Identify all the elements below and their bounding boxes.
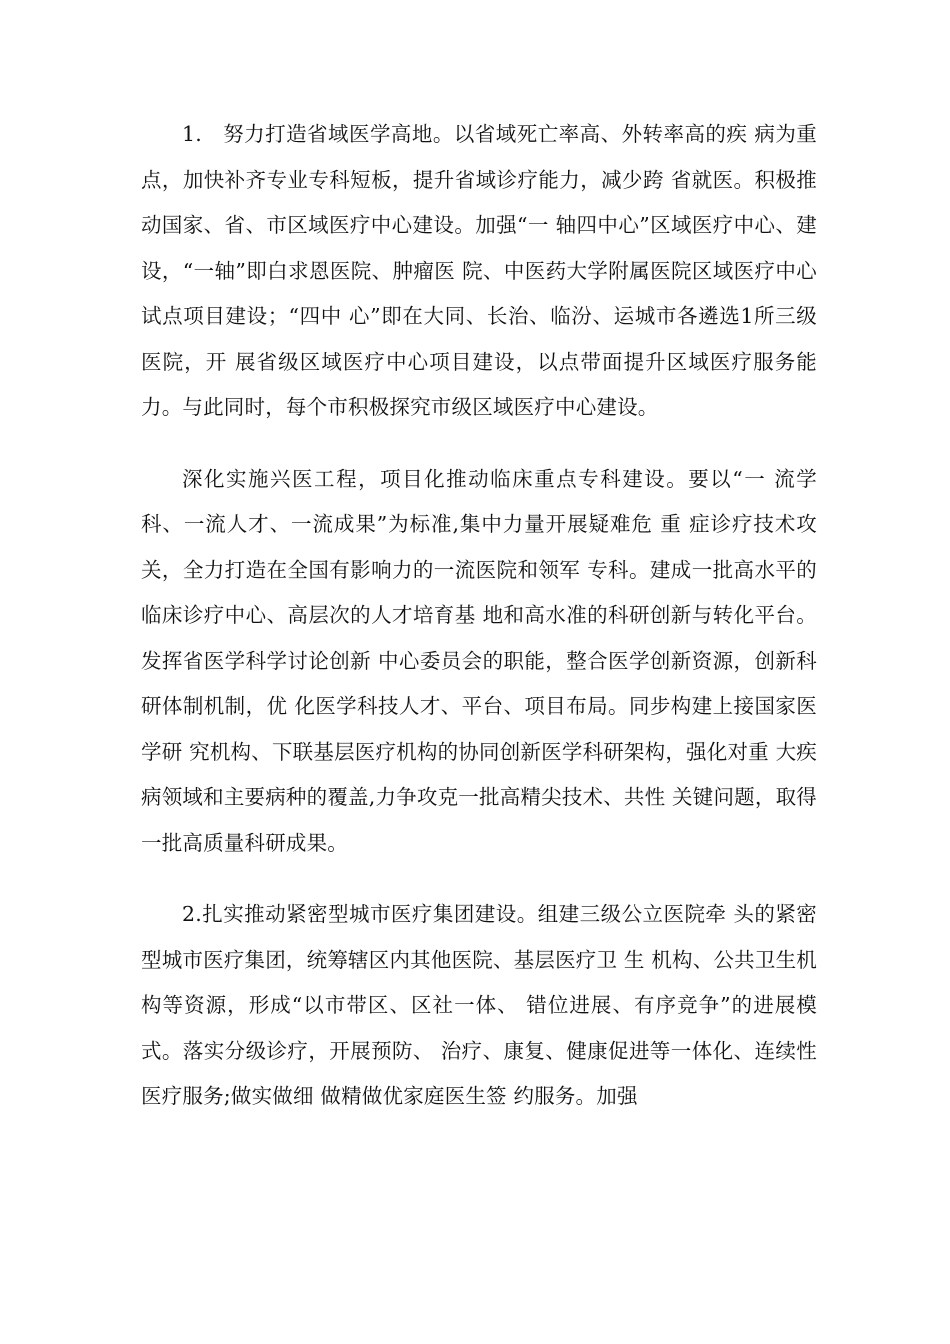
paragraph-urban-medical-group: 2.扎实推动紧密型城市医疗集团建设。组建三级公立医院牵 头的紧密型城市医疗集团，统筹辖区内其他医院、基层医疗卫 生 机构、公共卫生机构等资源，形成“以市带区、区社一体、 错位进展、有序竞争”的进展模式。落实分级诊疗，开展预防、 治疗、康复、健康促进等一体化、连续性医疗服务;做实做细 做精做优家庭医生签 约服务。加强 — [141, 902, 817, 1108]
paragraph-regional-medical-highland: 1. 努力打造省域医学高地。以省域死亡率高、外转率高的疾 病为重点，加快补齐专业专科短板，提升省域诊疗能力，减少跨 省就医。积极推动国家、省、市区域医疗中心建设。加强“一 轴四中心”区域医疗中心、建设，“一轴”即白求恩医院、肿瘤医 院、中医药大学附属医院区域医疗中心试点项目建设；“四中 心”即在大同、长治、临汾、运城市各遴选1所三级医院，开 展省级区域医疗中心项目建设，以点带面提升区域医疗服务能 力。与此同时，每个市积极探究市级区域医疗中心建设。 — [141, 122, 817, 419]
document-body — [141, 112, 817, 1146]
paragraph-clinical-specialty-construction: 深化实施兴医工程，项目化推动临床重点专科建设。要以“一 流学科、一流人才、一流成果”为标准,集中力量开展疑难危 重 症诊疗技术攻关，全力打造在全国有影响力的一流医院和领军 专科。建成一批高水平的临床诊疗中心、高层次的人才培育基 地和高水准的科研创新与转化平台。发挥省医学科学讨论创新 中心委员会的职能，整合医学创新资源，创新科研体制机制，优 化医学科技人才、平台、项目布局。同步构建上接国家医学研 究机构、下联基层医疗机构的协同创新医学科研架构，强化对重 大疾病领域和主要病种的覆盖,力争攻克一批高精尖技术、共性 关键问题，取得一批高质量科研成果。 — [141, 466, 817, 855]
